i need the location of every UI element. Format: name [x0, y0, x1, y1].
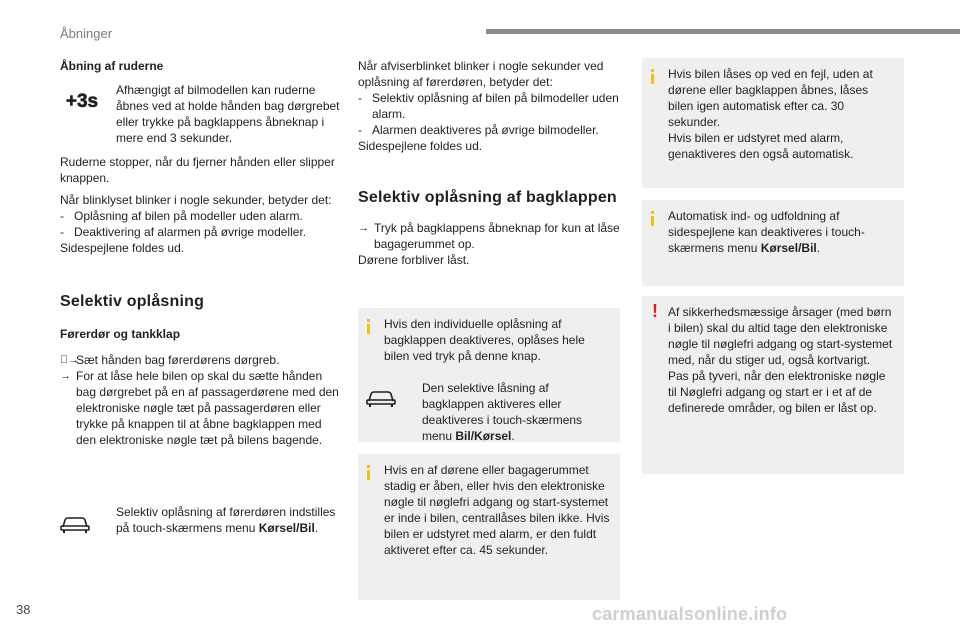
warning-text: Pas på tyveri, når den elektroniske nøgle til Nøglefri adgang og start er i et af de definerede områder, og bilen er låst op. — [668, 369, 886, 415]
step-arrow-icon: → — [60, 370, 71, 382]
list-item: → For at låse hele bilen op skal du sætte hånden bag dørgrebet på en af passagerdørene med den elektroniske nøgle tæt på passagerdøren eller trykke på knappen til at åbne bagklappen med den elektroniske nøgle tæt på bilens bagende. — [60, 369, 339, 447]
paragraph: Ruderne stopper, når du fjerner hånden eller slipper knappen. — [60, 155, 335, 185]
info-icon — [651, 69, 654, 84]
plus-3s-icon-label: +3s — [65, 91, 99, 112]
warning-text: Af sikkerhedsmæssige årsager (med børn i bilen) skal du altid tage den elektroniske nøgle til nøglefri adgang og start-systemet med, når du stiger ud, også kortvarigt. — [668, 305, 893, 367]
list-item: - Deaktivering af alarmen på øvrige modeller. — [60, 225, 307, 239]
car-text: Den selektive låsning af bagklappen aktiveres eller deaktiveres i touch-skærmens menu Bil/Kørsel. — [422, 381, 583, 443]
icon-paragraph-3s — [60, 82, 340, 146]
paragraph: Når blinklyset blinker i nogle sekunder, betyder det: — [60, 193, 332, 207]
dash-list — [358, 90, 620, 138]
paragraph: Dørene forbliver låst. — [358, 253, 470, 267]
list-item: - Alarmen deaktiveres på øvrige bilmodeller. — [358, 123, 599, 137]
sub-heading: Førerdør og tankklap — [60, 327, 181, 341]
info-text: Hvis bilen låses op ved en fejl, uden at dørene eller bagklappen åbnes, låses bilen igen automatisk efter ca. 30 sekunder. — [668, 67, 873, 129]
step-arrow-icon: → — [358, 222, 369, 234]
info-text: Hvis den individuelle oplåsning af bagklappen deaktiveres, oplåses hele bilen ved tryk på denne knap. — [384, 317, 585, 363]
car-text: Selektiv oplåsning af førerdøren indstilles på touch-skærmens menu Kørsel/Bil. — [116, 505, 336, 535]
watermark: carmanualsonline.info — [592, 604, 788, 624]
paragraph: Sidespejlene foldes ud. — [358, 139, 483, 153]
warning-box — [642, 296, 904, 474]
column-2 — [358, 58, 620, 268]
section-title: Selektiv oplåsning af bagklappen — [358, 189, 617, 206]
plus-3s-icon — [60, 82, 116, 146]
car-icon — [60, 504, 116, 536]
chapter-title: Åbninger — [60, 26, 113, 41]
dash-list — [60, 208, 340, 240]
info-box-bagklappe — [358, 308, 620, 442]
step-arrow-icon: → — [60, 354, 71, 366]
info-text: Automatisk ind- og udfoldning af sidespejlene kan deaktiveres i touch-skærmens menu Kørsel/Bil. — [668, 209, 865, 255]
info-box-centrallaas — [358, 454, 620, 600]
info-text: Hvis bilen er udstyret med alarm, genaktiveres den også automatisk. — [668, 131, 854, 161]
warning-icon: ! — [652, 301, 658, 321]
info-icon — [367, 319, 370, 334]
car-paragraph — [366, 380, 610, 444]
list-item: - Oplåsning af bilen på modeller uden alarm. — [60, 209, 303, 223]
info-icon — [367, 465, 370, 480]
section-title: Selektiv oplåsning — [60, 293, 205, 310]
step-list — [358, 220, 620, 252]
list-item: → Sæt hånden bag førerdørens dørgreb. — [60, 353, 280, 367]
page-number: 38 — [16, 602, 31, 617]
info-box-mirrors — [642, 200, 904, 286]
car-paragraph — [60, 504, 340, 536]
paragraph: Sidespejlene foldes ud. — [60, 241, 185, 255]
info-text: Hvis en af dørene eller bagagerummet stadig er åben, eller hvis den elektroniske nøgle til nøglefri adgang og start-systemet er inde i bilen, centrallåses bilen ikke. Hvis bilen er udstyret med alarm, er den fuldt aktiveret efter ca. 45 sekunder. — [384, 463, 610, 557]
car-icon — [366, 380, 422, 444]
list-item: - Selektiv oplåsning af bilen på bilmodeller uden alarm. — [358, 91, 619, 121]
list-item: → Tryk på bagklappens åbneknap for kun at låse bagagerummet op. — [358, 221, 620, 251]
header-bar — [486, 29, 960, 34]
heading-window-opening: Åbning af ruderne — [60, 59, 164, 73]
column-1 — [60, 58, 340, 536]
icon-text: Afhængigt af bilmodellen kan ruderne åbnes ved at holde hånden bag dørgrebet eller trykke på bagklappens åbneknap i mere end 3 sekunder. — [116, 83, 340, 145]
info-box-autolock — [642, 58, 904, 188]
paragraph: Når afviserblinket blinker i nogle sekunder ved oplåsning af førerdøren, betyder det: — [358, 59, 604, 89]
info-icon — [651, 211, 654, 226]
step-list — [60, 352, 340, 448]
